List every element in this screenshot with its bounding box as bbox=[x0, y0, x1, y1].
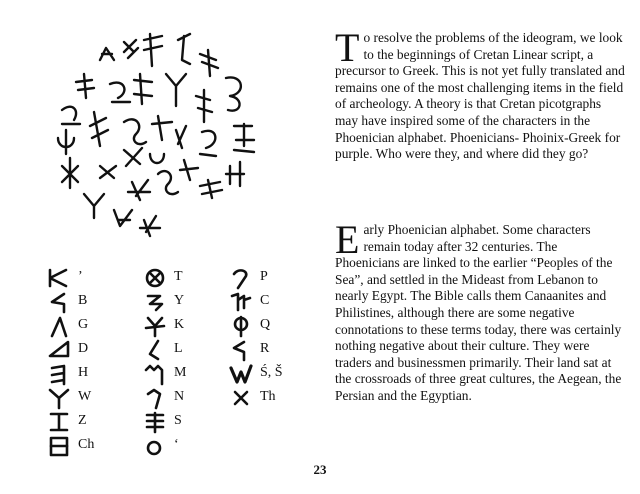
phoenician-dalet-glyph bbox=[46, 338, 72, 362]
phoenician-tet-glyph bbox=[142, 266, 168, 290]
spiral-sign bbox=[100, 48, 114, 60]
spiral-sign bbox=[150, 154, 164, 163]
spiral-sign bbox=[200, 50, 218, 76]
spiral-sign bbox=[158, 171, 178, 194]
drop-cap: E bbox=[335, 217, 360, 262]
spiral-sign bbox=[180, 160, 198, 180]
intro-paragraph bbox=[335, 25, 625, 163]
spiral-sign bbox=[62, 158, 78, 188]
phoenician-nun-glyph bbox=[142, 386, 168, 410]
phoenician-yod-glyph bbox=[142, 290, 168, 314]
spiral-sign bbox=[100, 166, 116, 178]
spiral-sign bbox=[62, 107, 80, 124]
alphabet-label: ’ bbox=[78, 269, 83, 284]
paragraph-text: o resolve the problems of the ideogram, we look to the beginnings of Cretan Linear script, a precursor to Greek. This is not yet fully translated and remains one of the most challenging items in the field of archeology. A theory is that Cretan picotgraphs may have inspired some of the characters in the Phoenician alphabet. Phoenicians- Phoinix-Greek for purple. Who were they, and where did they go? bbox=[335, 30, 625, 162]
phoenician-lamed-glyph bbox=[142, 338, 168, 362]
phoenician-mem-glyph bbox=[142, 362, 168, 386]
alphabet-label: Q bbox=[260, 317, 271, 332]
spiral-sign bbox=[226, 77, 241, 110]
spiral-sign bbox=[176, 126, 186, 148]
spiral-sign bbox=[234, 124, 254, 152]
alphabet-label: Y bbox=[174, 293, 185, 308]
phoenician-gimel-glyph bbox=[46, 314, 72, 338]
phoenician-pe-glyph bbox=[228, 266, 254, 290]
alphabet-label: Ś, Š bbox=[260, 365, 283, 380]
paragraph-text: arly Phoenician alphabet. Some characters remain today after 32 centuries. The Phoenicians are linked to the earlier “Peoples of the Sea”, and settled in the Mideast from Lebanon to nearly Egypt. The Bible calls them Canaanites and Philistines, although there are some negative connotations to these terms today, there was certainly nothing negative about their culture. They were traders and businessmen primarily. Their land sat at the crossroads of three great cultures, the Aegean, the Persian and the Egyptian. bbox=[335, 222, 622, 403]
alphabet-label: L bbox=[174, 341, 183, 356]
spiral-sign bbox=[144, 34, 162, 66]
spiral-sign bbox=[76, 74, 94, 98]
phoenician-het-glyph bbox=[46, 434, 72, 458]
spiral-sign bbox=[166, 74, 186, 106]
phoenician-qof-glyph bbox=[228, 314, 254, 338]
spiral-sign bbox=[58, 130, 74, 154]
alphabet-label: H bbox=[78, 365, 89, 380]
phoenician-paragraph bbox=[335, 217, 625, 405]
spiral-sign bbox=[124, 119, 146, 144]
spiral-sign bbox=[124, 148, 142, 166]
spiral-sign bbox=[200, 131, 216, 156]
drop-cap: T bbox=[335, 25, 360, 70]
phoenician-samekh-glyph bbox=[142, 410, 168, 434]
spiral-sign bbox=[140, 216, 160, 236]
phoenician-kaf-glyph bbox=[142, 314, 168, 338]
alphabet-label: K bbox=[174, 317, 185, 332]
alphabet-label: N bbox=[174, 389, 185, 404]
spiral-sign bbox=[110, 83, 130, 102]
page-number: 23 bbox=[313, 462, 327, 477]
alphabet-label: B bbox=[78, 293, 88, 308]
phoenician-tsade-glyph bbox=[228, 290, 254, 314]
cretan-script-spiral-image bbox=[40, 30, 270, 245]
alphabet-label: D bbox=[78, 341, 89, 356]
phoenician-shin-glyph bbox=[228, 362, 254, 386]
alphabet-label: Th bbox=[260, 389, 276, 404]
spiral-sign bbox=[178, 34, 190, 64]
alphabet-label: C bbox=[260, 293, 270, 308]
phoenician-bet-glyph bbox=[46, 290, 72, 314]
phoenician-ayin-glyph bbox=[142, 434, 168, 458]
alphabet-label: S bbox=[174, 413, 182, 428]
phoenician-zayin-glyph bbox=[46, 410, 72, 434]
spiral-sign bbox=[124, 40, 138, 58]
spiral-sign bbox=[128, 180, 150, 200]
spiral-sign bbox=[90, 112, 108, 146]
alphabet-label: W bbox=[78, 389, 92, 404]
spiral-sign bbox=[134, 74, 152, 104]
spiral-sign bbox=[114, 210, 132, 226]
alphabet-label: Z bbox=[78, 413, 87, 428]
phoenician-waw-glyph bbox=[46, 386, 72, 410]
spiral-sign bbox=[226, 162, 244, 186]
phoenician-resh-glyph bbox=[228, 338, 254, 362]
phoenician-he-glyph bbox=[46, 362, 72, 386]
alphabet-label: M bbox=[174, 365, 187, 380]
phoenician-taw-glyph bbox=[228, 386, 254, 410]
spiral-sign bbox=[200, 180, 222, 198]
alphabet-label: Ch bbox=[78, 437, 95, 452]
spiral-sign bbox=[152, 116, 172, 140]
alphabet-label: G bbox=[78, 317, 89, 332]
spiral-sign bbox=[196, 90, 212, 122]
phoenician-aleph-glyph bbox=[46, 266, 72, 290]
alphabet-label: P bbox=[260, 269, 268, 284]
alphabet-label: R bbox=[260, 341, 270, 356]
spiral-sign bbox=[84, 194, 104, 218]
alphabet-label: T bbox=[174, 269, 183, 284]
alphabet-label: ‘ bbox=[174, 437, 179, 452]
